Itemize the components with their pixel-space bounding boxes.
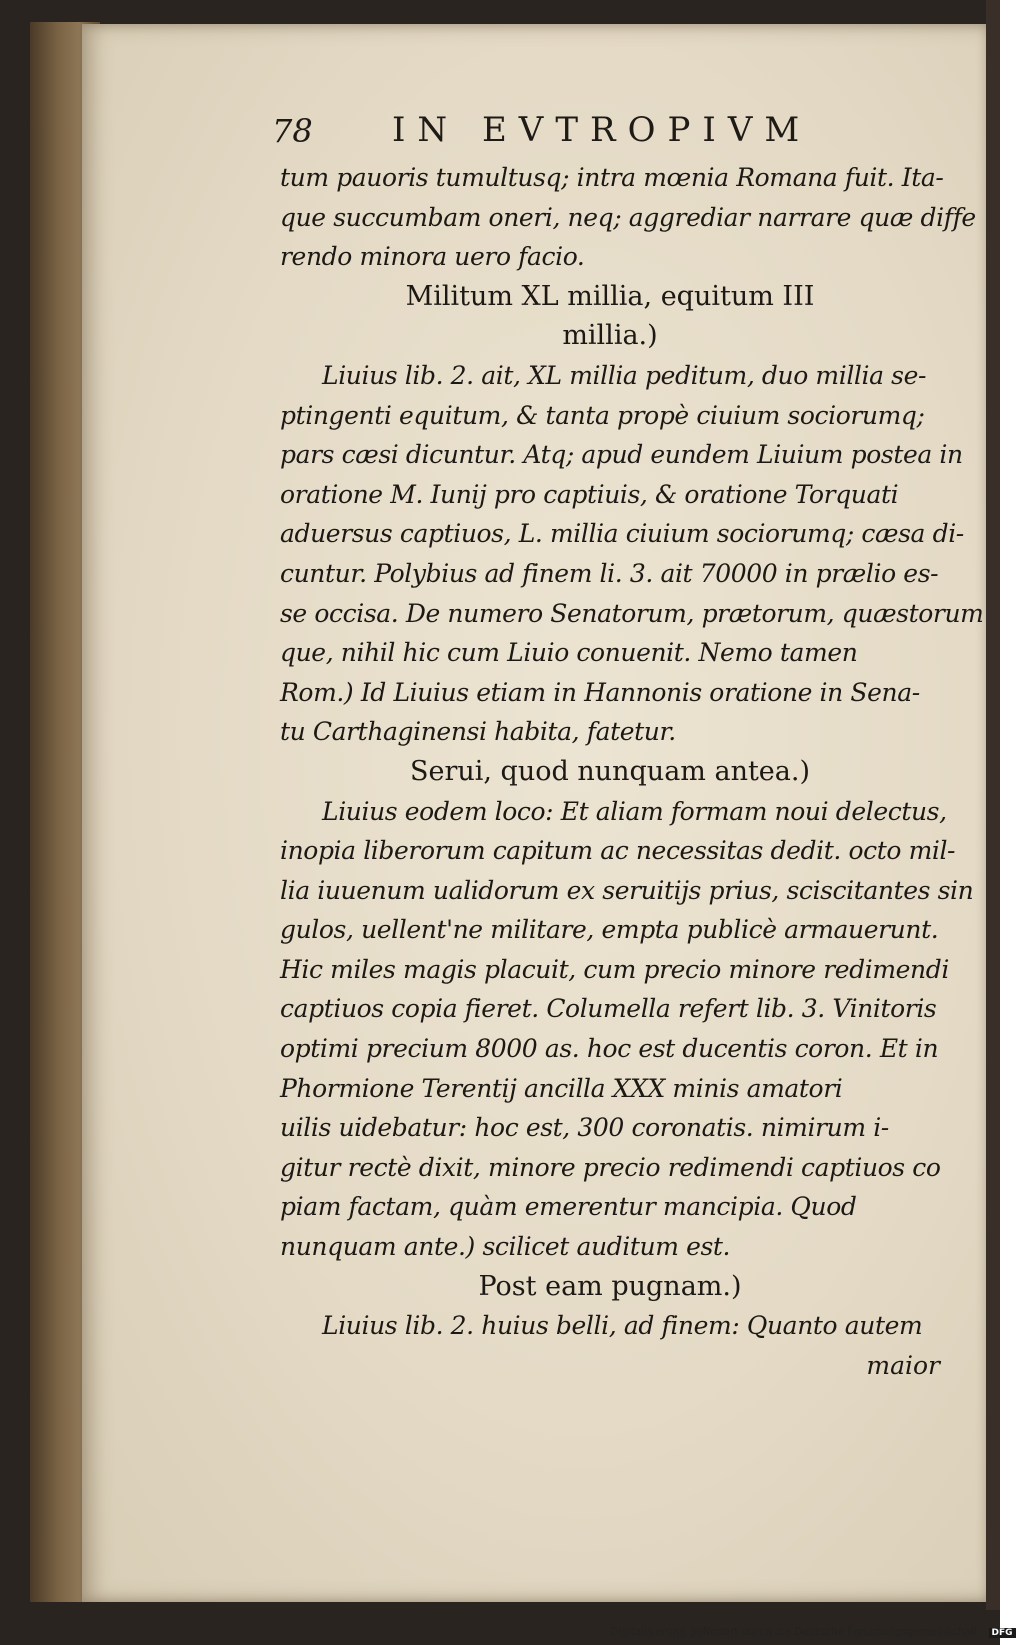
text-line: nunquam ante.) scilicet auditum est. [280, 1232, 731, 1262]
text-line: pars cæsi dicuntur. Atq; apud eundem Liuium postea in [280, 440, 963, 470]
catchword: maior [866, 1350, 940, 1380]
text-line: captiuos copia fieret. Columella refert lib. 3. Vinitoris [280, 994, 937, 1024]
lemma-heading: Serui, quod nunquam antea.) [409, 755, 811, 787]
text-line: Liuius lib. 2. ait, XL millia peditum, duo millia se- [322, 360, 927, 390]
text-line: optimi precium 8000 as. hoc est ducentis coron. Et in [280, 1034, 939, 1064]
text-line: tu Carthaginensi habita, fatetur. [280, 717, 676, 747]
text-line: oratione M. Iunij pro captiuis, & oratione Torquati [280, 479, 899, 509]
text-line: uilis uidebatur: hoc est, 300 coronatis. nimirum i- [280, 1113, 889, 1143]
text-line: inopia liberorum capitum ac necessitas dedit. octo mil- [280, 836, 956, 866]
lemma-heading: Post eam pugnam.) [478, 1270, 742, 1302]
dfg-logo: DFG [989, 1628, 1016, 1638]
footer-credit-text: Digitalisierung gefördert durch die Deutsche Forschungsgemeinschaft - [610, 1626, 986, 1638]
text-line: aduersus captiuos, L. millia ciuium sociorumq; cæsa di- [280, 519, 964, 549]
page-header [272, 108, 832, 158]
text-line: piam factam, quàm emerentur mancipia. Quod [280, 1192, 857, 1222]
text-line: que succumbam oneri, neq; aggrediar narrare quæ diffe [280, 202, 976, 232]
scan-edge [986, 0, 1000, 1610]
page-text [280, 158, 984, 1385]
text-line: ptingenti equitum, & tanta propè ciuium sociorumq; [280, 400, 925, 430]
text-line: tum pauoris tumultusq; intra mœnia Romana fuit. Ita- [280, 163, 944, 192]
footer-credit [610, 1626, 1013, 1642]
text-line: se occisa. De numero Senatorum, prætorum, quæstorum [280, 598, 984, 628]
text-line: Hic miles magis placuit, cum precio minore redimendi [280, 954, 949, 984]
text-line: que, nihil hic cum Liuio conuenit. Nemo tamen [280, 638, 858, 668]
lemma-heading: Militum XL millia, equitum III [405, 280, 815, 312]
running-head: IN EVTROPIVM [392, 110, 812, 150]
text-line: Liuius eodem loco: Et aliam formam noui delectus, [322, 796, 947, 826]
text-line: cuntur. Polybius ad finem li. 3. ait 70000 in prælio es- [280, 558, 939, 588]
lemma-heading: millia.) [562, 320, 658, 352]
text-line: gitur rectè dixit, minore precio redimendi captiuos co [280, 1152, 941, 1182]
page-number: 78 [272, 112, 313, 150]
text-line: gulos, uellent'ne militare, empta publicè armauerunt. [280, 915, 939, 945]
text-line: lia iuuenum ualidorum ex seruitijs prius, sciscitantes sin [280, 875, 974, 905]
text-line: rendo minora uero facio. [280, 242, 585, 272]
text-line: Rom.) Id Liuius etiam in Hannonis oratione in Sena- [280, 677, 920, 707]
text-line: Liuius lib. 2. huius belli, ad finem: Quanto autem [322, 1311, 923, 1341]
text-line: Phormione Terentij ancilla XXX minis amatori [280, 1073, 843, 1103]
